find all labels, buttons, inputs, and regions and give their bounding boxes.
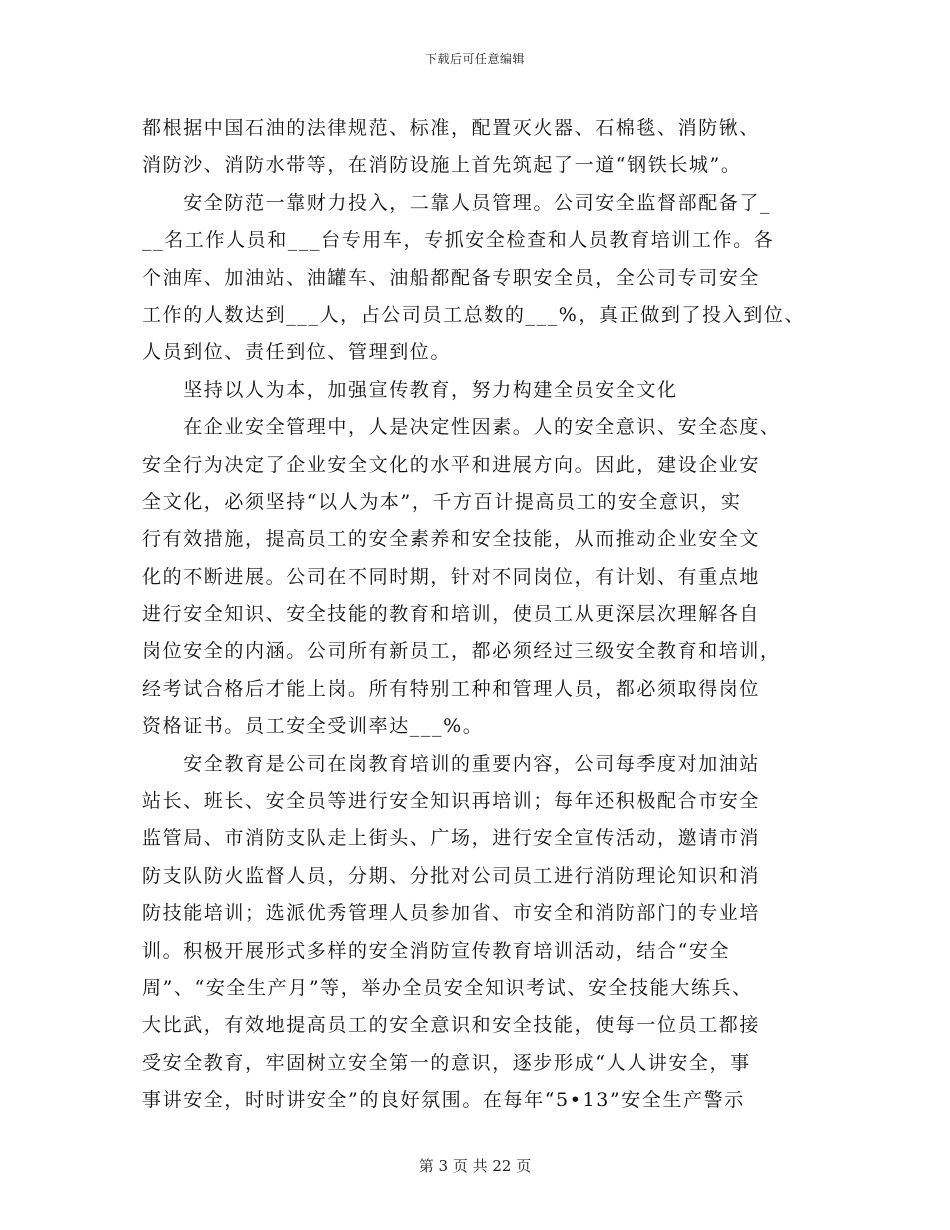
text-line: 监管局、市消防支队走上街头、广场，进行安全宣传活动，邀请市消 [142,827,761,850]
page-number: 第 3 页 共 22 页 [418,1157,532,1175]
text-line: 全文化，必须坚持“以人为本”，千方百计提高员工的安全意识，实 [142,490,742,513]
text-line: 化的不断进展。公司在不同时期，针对不同岗位，有计划、有重点地 [142,565,761,588]
text-line: __名工作人员和___台专用车，专抓安全检查和人员教育培训工作。各 [142,229,775,252]
text-line: 事讲安全，时时讲安全”的良好氛围。在每年“5•13”安全生产警示 [142,1089,745,1112]
text-line: 站长、班长、安全员等进行安全知识再培训；每年还积极配合市安全 [142,790,761,813]
text-line: 进行安全知识、安全技能的教育和培训，使员工从更深层次理解各自 [142,603,761,626]
text-line: 大比武，有效地提高员工的安全意识和安全技能，使每一位员工都接 [142,1014,761,1037]
text-line: 安全教育是公司在岗教育培训的重要内容，公司每季度对加油站 [142,752,761,775]
section-heading-line: 坚持以人为本，加强宣传教育，努力构建全员安全文化 [142,378,678,401]
text-line: 防技能培训；选派优秀管理人员参加省、市安全和消防部门的专业培 [142,902,761,925]
text-line: 安全防范一靠财力投入，二靠人员管理。公司安全监督部配备了_ [142,191,772,214]
text-line: 消防沙、消防水带等，在消防设施上首先筑起了一道“钢铁长城”。 [142,154,742,177]
text-line: 工作的人数达到___人，占公司员工总数的___%，真正做到了投入到位、 [142,303,806,326]
text-line: 安全行为决定了企业安全文化的水平和进展方向。因此，建设企业安 [142,453,761,476]
text-line: 周”、“安全生产月”等，举办全员安全知识考试、安全技能大练兵、 [142,976,753,999]
text-line: 人员到位、责任到位、管理到位。 [142,341,452,364]
text-line: 在企业安全管理中，人是决定性因素。人的安全意识、安全态度、 [142,416,781,439]
text-line: 岗位安全的内涵。公司所有新员工，都必须经过三级安全教育和培训， [142,640,781,663]
text-line: 经考试合格后才能上岗。所有特别工种和管理人员，都必须取得岗位 [142,677,761,700]
text-line: 都根据中国石油的法律规范、标准，配置灭火器、石棉毯、消防锹、 [142,117,761,139]
text-line: 训。积极开展形式多样的安全消防宣传教育培训活动，结合“安全 [142,939,731,962]
document-body [142,110,822,1120]
text-line: 行有效措施，提高员工的安全素养和安全技能，从而推动企业安全文 [142,528,761,551]
text-line: 资格证书。员工安全受训率达___%。 [142,715,484,738]
text-line: 受安全教育，牢固树立安全第一的意识，逐步形成“人人讲安全，事 [142,1051,751,1074]
page-header: 下载后可任意编辑 [424,52,525,66]
text-line: 个油库、加油站、油罐车、油船都配备专职安全员，全公司专司安全 [142,266,761,289]
text-line: 防支队防火监督人员，分期、分批对公司员工进行消防理论知识和消 [142,864,761,887]
